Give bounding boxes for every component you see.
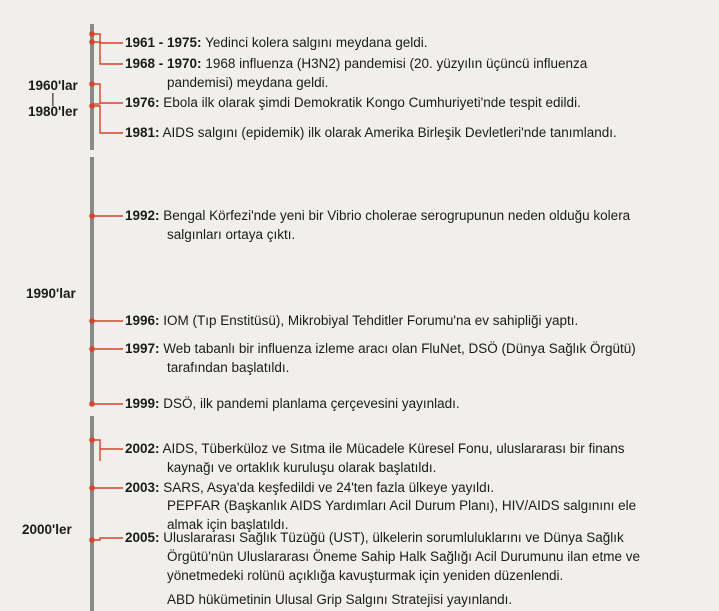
entry-year: 1996: [125,313,160,328]
entry-year: 1999: [125,396,160,411]
timeline-entry-1981 [125,123,617,142]
entry-year: 2002: [125,441,160,456]
entry-year: 1992: [125,208,160,223]
entry-text: SARS, Asya'da keşfedildi ve 24'ten fazla ülkeye yayıldı. [163,480,495,495]
entry-text: DSÖ, ilk pandemi planlama çerçevesini yayınladı. [163,396,460,411]
decade-label-1990: 1990'lar [26,286,76,301]
decade-label-1960-1980 [28,78,78,120]
timeline-dot-1992 [89,213,95,219]
connector-2002 [92,440,123,449]
entry-text: Yedinci kolera salgını meydana geldi. [205,35,428,50]
entry-text-continued: pandemisi) meydana geldi. [167,75,329,90]
timeline-entry-2005 [125,528,640,585]
entry-year: 1961 - 1975: [125,35,202,50]
timeline-dot-2002 [89,437,95,443]
timeline-axis-segment-3 [90,416,94,611]
timeline-entry-2003 [125,478,494,497]
timeline-dot-2005 [89,537,95,543]
note-grip [167,590,512,609]
timeline-entry-2002 [125,439,625,477]
timeline-entry-1992 [125,206,630,244]
entry-text: Bengal Körfezi'nde yeni bir Vibrio cholerae serogrupunun neden olduğu kolera [163,208,631,223]
timeline-dot-1981 [89,103,95,109]
timeline-entry-1996 [125,311,578,330]
entry-year: 1976: [125,95,160,110]
decade-label-2000: 2000'ler [22,522,72,537]
connector-2005 [92,538,123,540]
entry-text-continued: tarafından başlatıldı. [167,360,290,375]
decade-label-top: 1960'lar [28,78,78,93]
timeline-entry-1976 [125,93,581,112]
timeline-dot-1968 [89,39,95,45]
entry-text: IOM (Tıp Enstitüsü), Mikrobiyal Tehditler Forumu'na ev sahipliği yaptı. [163,313,579,328]
timeline-entry-1961 [125,33,427,52]
entry-text: Uluslararası Sağlık Tüzüğü (UST), ülkelerin sorumluluklarını ve Dünya Sağlık [163,530,624,545]
timeline-entry-1968 [125,54,587,92]
decade-label-bottom: 1980'ler [28,104,78,119]
timeline-entry-1999 [125,394,460,413]
entry-text-continued: kaynağı ve ortaklık kuruluşu olarak başlatıldı. [167,460,437,475]
entry-text: 1968 influenza (H3N2) pandemisi (20. yüzyılın üçüncü influenza [205,56,588,71]
timeline-dot-1996 [89,318,95,324]
connector-1981 [92,106,123,133]
decade-label-sep: | [51,91,55,106]
connector-1968 [92,42,123,64]
entry-text-continued: salgınları ortaya çıktı. [167,227,296,242]
entry-text-continued: Örgütü'nün Uluslararası Öneme Sahip Halk Sağlığı Acil Durumunu ilan etme ve [167,549,641,564]
note-line: ABD hükümetinin Ulusal Grip Salgını Stratejisi yayınlandı. [167,592,513,607]
entry-year: 2003: [125,480,160,495]
entry-text: Ebola ilk olarak şimdi Demokratik Kongo Cumhuriyeti'nde tespit edildi. [163,95,581,110]
timeline-entry-1997 [125,339,636,377]
connector-1976 [92,84,123,103]
note-line: almak için başlatıldı. [167,517,289,532]
timeline-axis-segment-2 [90,157,94,405]
timeline-dot-1999 [89,401,95,407]
entry-year: 1968 - 1970: [125,56,202,71]
timeline-dot-1961 [89,31,95,37]
timeline-dot-2003 [89,485,95,491]
entry-text: Web tabanlı bir influenza izleme aracı olan FluNet, DSÖ (Dünya Sağlık Örgütü) [163,341,636,356]
note-line: PEPFAR (Başkanlık AIDS Yardımları Acil Durum Planı), HIV/AIDS salgınını ele [167,498,637,513]
entry-text: AIDS, Tüberküloz ve Sıtma ile Mücadele Küresel Fonu, uluslararası bir finans [162,441,625,456]
note-pepfar [167,496,636,534]
timeline-dot-1976 [89,81,95,87]
entry-year: 1981: [125,125,160,140]
entry-year: 2005: [125,530,160,545]
entry-year: 1997: [125,341,160,356]
entry-text-continued: yönetmedeki rolünü açıklığa kavuşturmak için yeniden düzenlendi. [167,568,564,583]
entry-text: AIDS salgını (epidemik) ilk olarak Amerika Birleşik Devletleri'nde tanımlandı. [162,125,617,140]
timeline-dot-1997 [89,346,95,352]
